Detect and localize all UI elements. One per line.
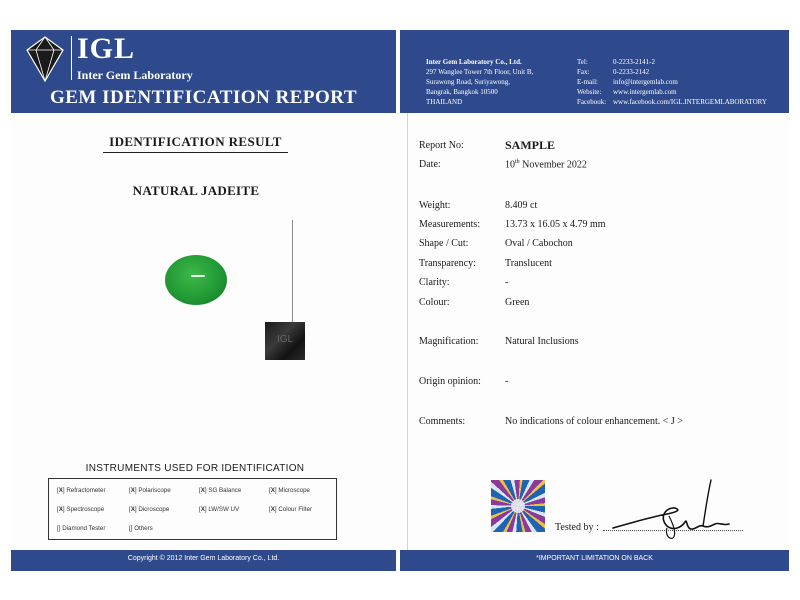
transparency-value: Translucent [505, 258, 552, 269]
footer-right-band [400, 550, 789, 571]
contact-tel [577, 57, 767, 67]
gem-report-card [11, 30, 789, 571]
stone-identification: NATURAL JADEITE [132, 183, 260, 198]
contact-label: Fax: [577, 68, 590, 76]
tested-by-label: Tested by : [555, 522, 599, 533]
instrument-label: SG Balance [208, 487, 242, 494]
hologram-seal [491, 480, 545, 532]
colour-value: Green [505, 297, 530, 308]
contact-value: 0-2233-2142 [613, 68, 650, 76]
gemstone-reflection [191, 275, 205, 277]
weight-value: 8.409 ct [505, 200, 538, 211]
instrument-item: [X] Refractometer [57, 487, 106, 494]
instrument-item: [X] Dicroscope [129, 506, 170, 513]
measurements-label: Measurements: [419, 219, 481, 230]
weight-label: Weight: [419, 200, 451, 211]
contact-value: info@intergemlab.com [613, 78, 678, 86]
address-line: Surawong Road, Suriyawong, [426, 78, 510, 86]
date-value [505, 159, 587, 170]
contact-email [577, 77, 767, 87]
instrument-check: X [270, 506, 275, 513]
contact-website [577, 87, 767, 97]
instrument-check: X [130, 487, 135, 494]
clarity-value: - [505, 277, 509, 288]
footer-left-band [11, 550, 396, 571]
identification-result-heading: IDENTIFICATION RESULT [103, 134, 288, 153]
contact-block [577, 57, 767, 107]
limitation-notice: *IMPORTANT LIMITATION ON BACK [536, 555, 653, 562]
origin-label: Origin opinion: [419, 376, 481, 387]
instruments-heading: INSTRUMENTS USED FOR IDENTIFICATION [85, 463, 305, 474]
origin-value: - [505, 376, 509, 387]
comments-label: Comments: [419, 416, 466, 427]
contact-value: www.intergemlab.com [613, 88, 677, 96]
instrument-item: [X] Spectroscope [57, 506, 105, 513]
instrument-label: Diamond Tester [62, 525, 106, 532]
clarity-label: Clarity: [419, 277, 450, 288]
instrument-check: X [200, 506, 205, 513]
instrument-label: Polariscope [138, 487, 171, 494]
header-left-band [11, 30, 396, 113]
instrument-check: X [130, 506, 135, 513]
logo-divider [71, 36, 72, 80]
lab-address [426, 57, 533, 107]
header-right-band [400, 30, 789, 113]
report-no-label: Report No: [419, 140, 464, 151]
measurements-value: 13.73 x 16.05 x 4.79 mm [505, 219, 606, 230]
date-suffix: th [515, 159, 520, 165]
instrument-item: [X] Colour Filter [269, 506, 313, 513]
gem-logo-icon [25, 36, 65, 82]
instrument-label: LW/SW UV [208, 506, 240, 513]
shape-cut-label: Shape / Cut: [419, 238, 469, 249]
contact-label: Tel: [577, 58, 588, 66]
instrument-label: Microscope [278, 487, 310, 494]
instrument-item: [X] SG Balance [199, 487, 242, 494]
logo-subtitle: Inter Gem Laboratory [77, 68, 193, 82]
date-month-year: November 2022 [519, 159, 587, 171]
hologram-logo: IGL [276, 334, 294, 345]
contact-value: 0-2233-2141-2 [613, 58, 655, 66]
address-line: THAILAND [426, 98, 463, 106]
address-line: 297 Wanglee Tower 7th Floor, Unit B, [426, 68, 534, 76]
instruments-list [48, 478, 337, 540]
instrument-item: [] Others [129, 525, 153, 532]
instrument-item: [X] Microscope [269, 487, 310, 494]
contact-label: Website: [577, 88, 602, 96]
report-no-value: SAMPLE [505, 138, 556, 152]
contact-label: E-mail: [577, 78, 598, 86]
contact-value: www.facebook.com/IGL.INTERGEMLABORATORY [613, 98, 767, 106]
shape-cut-value: Oval / Cabochon [505, 238, 573, 249]
contact-label: Facebook: [577, 98, 607, 106]
instrument-item: [X] Polariscope [129, 487, 171, 494]
date-label: Date: [419, 159, 441, 170]
date-day: 10 [505, 159, 515, 171]
instrument-label: Spectroscope [66, 506, 105, 513]
instrument-label: Dicroscope [138, 506, 170, 513]
hologram-sticker [265, 322, 305, 360]
hologram-core [511, 499, 525, 513]
contact-fax [577, 67, 767, 77]
contact-facebook [577, 97, 767, 107]
instrument-item: [] Diamond Tester [57, 525, 106, 532]
address-line: Bangrak, Bangkok 10500 [426, 88, 498, 96]
instrument-check: X [200, 487, 205, 494]
copyright-text: Copyright © 2012 Inter Gem Laboratory Co., Ltd. [127, 555, 280, 562]
instrument-check: X [58, 487, 63, 494]
colour-label: Colour: [419, 297, 450, 308]
instrument-label: Others [134, 525, 153, 532]
comments-value: No indications of colour enhancement. < J > [505, 416, 683, 427]
instrument-label: Refractometer [66, 487, 106, 494]
lab-name: Inter Gem Laboratory Co., Ltd. [426, 58, 522, 66]
logo-wordmark: IGL [77, 32, 136, 65]
magnification-value: Natural Inclusions [505, 336, 579, 347]
pointer-line [292, 220, 293, 330]
instrument-check: X [58, 506, 63, 513]
instrument-check: X [270, 487, 275, 494]
gemstone-photo [165, 255, 227, 305]
magnification-label: Magnification: [419, 336, 479, 347]
signature-icon [607, 474, 747, 544]
instrument-item: [X] LW/SW UV [199, 506, 240, 513]
transparency-label: Transparency: [419, 258, 476, 269]
report-title: GEM IDENTIFICATION REPORT [49, 87, 358, 108]
instrument-label: Colour Filter [278, 506, 313, 513]
